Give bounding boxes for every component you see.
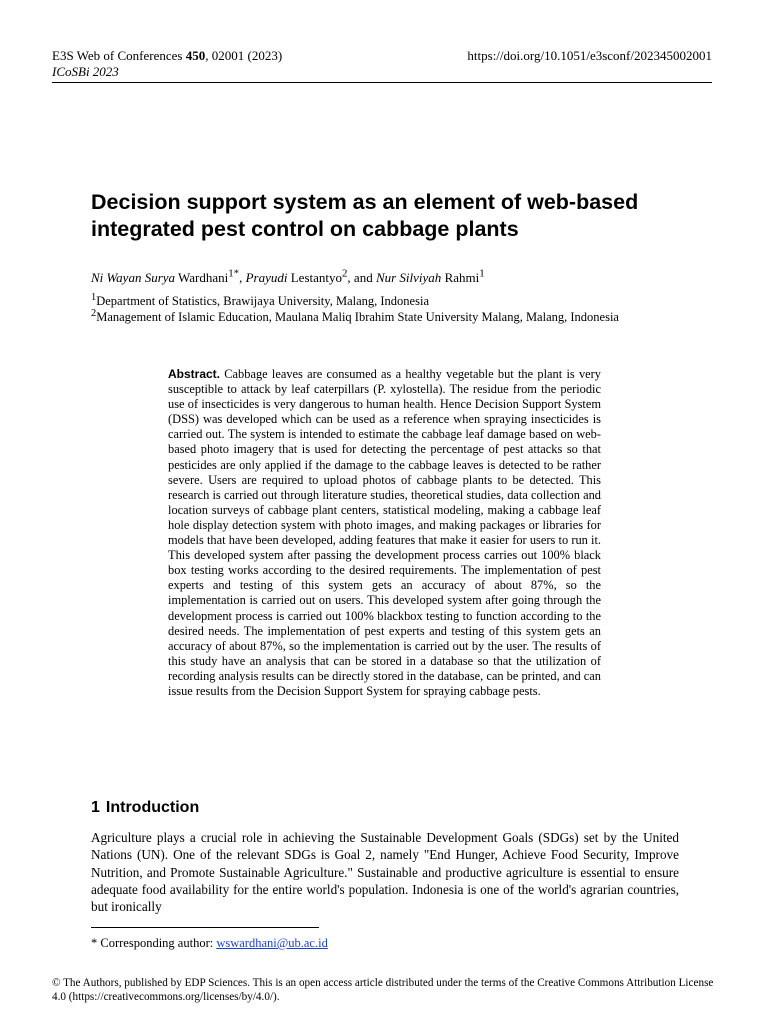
author: Ni Wayan Surya Wardhani$^{1*}$, xyxy=(91,268,246,286)
abstract-label: Abstract. xyxy=(168,367,221,381)
author: Prayudi Lestantyo$^2$, and xyxy=(245,268,376,286)
abstract xyxy=(168,367,601,699)
license-notice: © The Authors, published by EDP Sciences. This is an open access article distributed under the terms of the Creative Commons Attribution License 4.0 (https://creativecommons.org/licenses/by/4.0/). xyxy=(52,977,714,1003)
author-list xyxy=(91,266,485,286)
affiliation-2: $^2$Management of Islamic Education, Maulana Maliq Ibrahim State University Malang, Malang, Indonesia xyxy=(91,308,619,325)
section-heading: 1 Introduction xyxy=(91,799,200,816)
intro-paragraph: Agriculture plays a crucial role in achieving the Sustainable Development Goals (SDGs) set by the United Nations (UN). One of the relevant SDGs is Goal 2, namely "End Hunger, Achieve Food Security, Improve Nutrition, and Promote Sustainable Agriculture." Sustainable and productive agriculture is essential to ensure adequate food availability for the entire world's population. Indonesia is one of the world's agrarian countries, but ironically xyxy=(91,830,679,915)
article-info: , 02001 (2023) xyxy=(205,48,283,63)
footnote-divider xyxy=(91,927,319,928)
journal-volume: 450 xyxy=(185,48,206,63)
author-email-link[interactable]: wswardhani@ub.ac.id xyxy=(216,936,328,950)
journal-name: E3S Web of Conferences xyxy=(52,48,186,63)
conference-name: ICoSBi 2023 xyxy=(52,64,119,79)
author: Nur Silviyah Rahmi$^1$ xyxy=(375,268,485,286)
journal-citation xyxy=(52,48,282,63)
affiliation-1: $^1$Department of Statistics, Brawijaya University, Malang, Indonesia xyxy=(91,292,429,309)
corresponding-author-note: * Corresponding author: wswardhani@ub.ac.id xyxy=(91,936,328,950)
abstract-text: Cabbage leaves are consumed as a healthy vegetable but the plant is very susceptible to attack by leaf caterpillars (P. xylostella). The residue from the periodic use of insecticides is very dangerous to human health. Hence Decision Support System (DSS) was developed which can be used as a reference when spraying insecticides is carried out. The system is intended to estimate the cabbage leaf damage based on web-based photo imagery that is used for detecting the percentage of pest attacks so that pesticides are only applied if the damage to the cabbage leaves is detected to be rather severe. Users are required to upload photos of cabbage plants to be detected. This research is carried out through literature studies, theoretical studies, data collection and location surveys of cabbage plant centers, statistical modeling, making a cabbage leaf hole display detection system with photo images, and making packages or libraries for models that have been developed, adding features that make it easier for users to run it. This developed system after passing the development process carries out 100% black box testing works according to the desired requirements. The implementation of pest experts and testing of this system gets an accuracy of about 87%, so the implementation is carried out on users. This developed system after going through the development process is carried out 100% blackbox testing to function according to the desired needs. The implementation of pest experts and testing of this system gets an accuracy of about 87%, so the implementation is carried out by the user. The results of this study have an analysis that can be stored in a database so that the utilization of recording analysis results can be directly stored in the database, can be printed, and can issue results from the Decision Support System for spraying cabbage pests. xyxy=(168,367,601,698)
paper-title: Decision support system as an element of web-based integrated pest control on cabbage plants xyxy=(91,190,639,241)
header-divider xyxy=(52,82,712,83)
doi-link[interactable]: https://doi.org/10.1051/e3sconf/202345002001 xyxy=(467,48,712,63)
